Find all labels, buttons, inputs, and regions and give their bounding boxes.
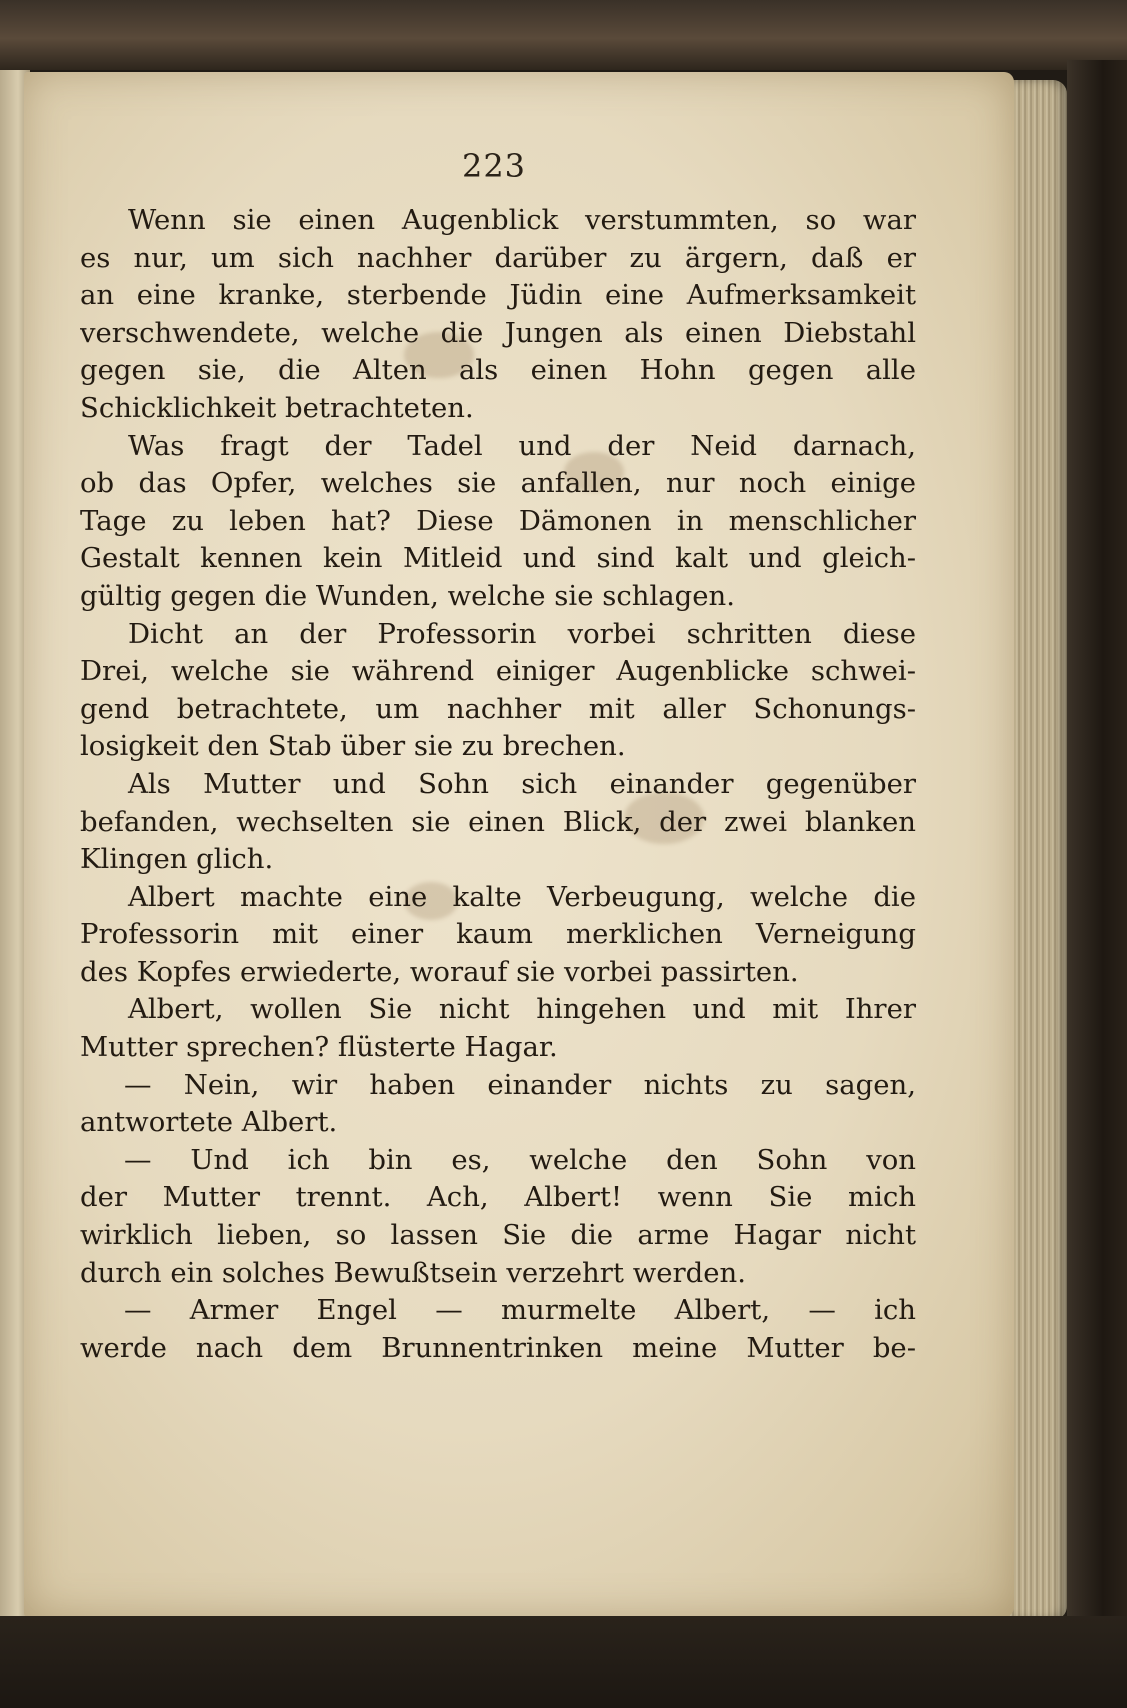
text-line: befanden, wechselten sie einen Blick, der zwei blanken bbox=[80, 805, 916, 838]
paragraph bbox=[80, 1067, 916, 1142]
text-line: Albert, wollen Sie nicht hingehen und mit Ihrer bbox=[128, 993, 916, 1026]
text-line: verschwendete, welche die Jungen als einen Diebstahl bbox=[80, 316, 916, 349]
text-line: Tage zu leben hat? Diese Dämonen in menschlicher bbox=[80, 504, 916, 537]
book-cover-bottom-edge bbox=[0, 1616, 1127, 1708]
paragraph bbox=[80, 202, 916, 428]
page-number: 223 bbox=[461, 147, 527, 185]
text-line: es nur, um sich nachher darüber zu ärgern, daß er bbox=[80, 241, 916, 274]
text-line: ob das Opfer, welches sie anfallen, nur noch einige bbox=[80, 467, 916, 500]
text-line: durch ein solches Bewußtsein verzehrt werden. bbox=[80, 1256, 746, 1289]
text-line: losigkeit den Stab über sie zu brechen. bbox=[80, 730, 626, 763]
text-line: Als Mutter und Sohn sich einander gegenüber bbox=[128, 767, 916, 800]
book-page bbox=[24, 72, 1014, 1617]
paragraph bbox=[80, 1142, 916, 1292]
text-line: der Mutter trennt. Ach, Albert! wenn Sie mich bbox=[80, 1181, 916, 1214]
book-cover-top-edge bbox=[0, 0, 1127, 70]
text-line: — Nein, wir haben einander nichts zu sagen, bbox=[124, 1068, 916, 1101]
paragraph bbox=[80, 991, 916, 1066]
text-line: — Und ich bin es, welche den Sohn von bbox=[124, 1143, 916, 1176]
text-line: Wenn sie einen Augenblick verstummten, so war bbox=[128, 204, 916, 236]
paragraph bbox=[80, 1292, 916, 1367]
text-line: Gestalt kennen kein Mitleid und sind kalt und gleich- bbox=[80, 542, 916, 575]
body-text bbox=[80, 202, 916, 1367]
text-line: werde nach dem Brunnentrinken meine Mutter be- bbox=[80, 1331, 916, 1364]
text-line: Drei, welche sie während einiger Augenblicke schwei- bbox=[80, 655, 916, 688]
paragraph bbox=[80, 766, 916, 879]
text-line: Mutter sprechen? flüsterte Hagar. bbox=[80, 1031, 558, 1064]
text-line: gegen sie, die Alten als einen Hohn gegen alle bbox=[80, 354, 916, 387]
book-spine bbox=[1067, 60, 1127, 1620]
text-line: gend betrachtete, um nachher mit aller Schonungs- bbox=[80, 692, 916, 725]
text-line: Professorin mit einer kaum merklichen Verneigung bbox=[80, 918, 916, 951]
paragraph bbox=[80, 879, 916, 992]
text-line: Dicht an der Professorin vorbei schritten diese bbox=[128, 617, 916, 650]
text-line: Schicklichkeit betrachteten. bbox=[80, 391, 474, 424]
text-line: antwortete Albert. bbox=[80, 1106, 338, 1139]
text-line: Was fragt der Tadel und der Neid darnach, bbox=[128, 429, 916, 462]
text-line: gültig gegen die Wunden, welche sie schlagen. bbox=[80, 579, 735, 612]
text-line: Albert machte eine kalte Verbeugung, welche die bbox=[128, 880, 916, 913]
paragraph bbox=[80, 616, 916, 766]
paragraph bbox=[80, 428, 916, 616]
text-line: des Kopfes erwiederte, worauf sie vorbei passirten. bbox=[80, 955, 799, 988]
text-line: Klingen glich. bbox=[80, 843, 274, 876]
text-line: — Armer Engel — murmelte Albert, — ich bbox=[124, 1294, 916, 1327]
text-line: an eine kranke, sterbende Jüdin eine Aufmerksamkeit bbox=[80, 279, 916, 312]
text-line: wirklich lieben, so lassen Sie die arme Hagar nicht bbox=[80, 1219, 916, 1252]
